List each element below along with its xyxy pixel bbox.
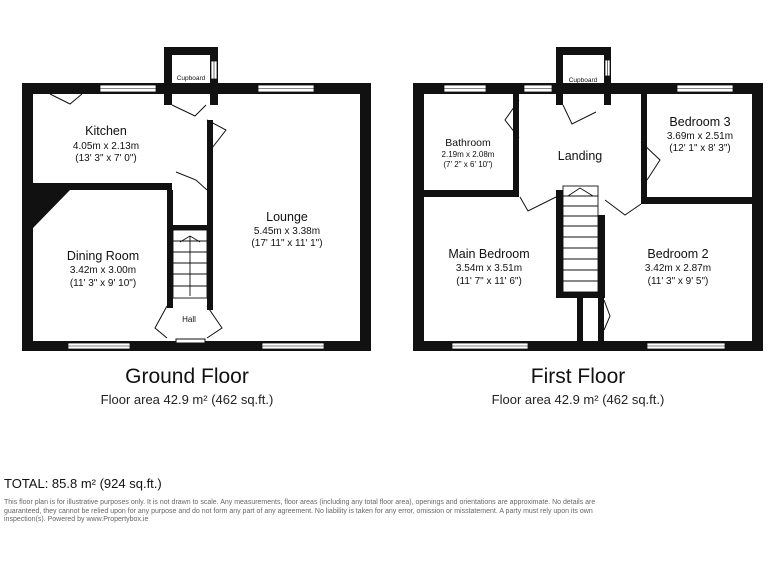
- landing-label: Landing: [557, 149, 603, 163]
- hall-label: Hall: [182, 315, 196, 324]
- main-bedroom-metric: 3.54m x 3.51m: [455, 263, 523, 274]
- bathroom-imperial: (7' 2" x 6' 10"): [443, 160, 493, 169]
- first-cupboard-label: Cupboard: [568, 77, 598, 84]
- kitchen-imperial: (13' 3" x 7' 0"): [75, 153, 137, 164]
- dining-room-metric: 3.42m x 3.00m: [69, 265, 137, 276]
- bathroom-metric: 2.19m x 2.08m: [441, 150, 495, 159]
- bedroom-2-imperial: (11' 3" x 9' 5"): [647, 276, 709, 287]
- lounge-metric: 5.45m x 3.38m: [253, 226, 321, 237]
- first-floor-area: Floor area 42.9 m² (462 sq.ft.): [491, 392, 665, 407]
- ground-floor-title: Ground Floor: [125, 365, 249, 388]
- ground-floor-stairs: [173, 230, 207, 298]
- ground-floor-windows: [68, 61, 324, 349]
- first-floor-stairs: [563, 186, 598, 292]
- main-bedroom-label: Main Bedroom: [448, 247, 530, 261]
- disclaimer-text: This floor plan is for illustrative purposes only. It is not drawn to scale. Any measurements, floor areas (including any total floor area), openings and orientations are approximate. No details are guaranteed, they cannot be relied upon for any purpose and do not form any part of any agreement. No liability is taken for any error, omission or misstatement. A party must rely upon its own inspection(s). Powered by www.Propertybox.ie: [4, 499, 596, 524]
- bathroom-label: Bathroom: [445, 137, 491, 149]
- bedroom-2-metric: 3.42m x 2.87m: [644, 263, 712, 274]
- kitchen-label: Kitchen: [85, 124, 127, 138]
- lounge-imperial: (17' 11" x 11' 1"): [251, 238, 323, 249]
- bedroom-2-label: Bedroom 2: [647, 247, 709, 261]
- ground-floor-plan: [22, 47, 371, 351]
- lounge-label: Lounge: [266, 210, 308, 224]
- dining-room-label: Dining Room: [66, 249, 140, 263]
- bedroom-3-metric: 3.69m x 2.51m: [666, 131, 734, 142]
- bedroom-3-label: Bedroom 3: [669, 115, 731, 129]
- first-floor-title: First Floor: [530, 365, 626, 388]
- bedroom-3-imperial: (12' 1" x 8' 3"): [669, 143, 731, 154]
- first-floor-plan: [413, 47, 763, 351]
- main-bedroom-imperial: (11' 7" x 11' 6"): [456, 276, 522, 287]
- ground-floor-doors: [50, 94, 226, 351]
- ground-cupboard-label: Cupboard: [176, 75, 206, 82]
- dining-room-imperial: (11' 3" x 9' 10"): [69, 278, 137, 289]
- total-area: TOTAL: 85.8 m² (924 sq.ft.): [4, 476, 162, 491]
- kitchen-metric: 4.05m x 2.13m: [72, 141, 140, 152]
- ground-floor-walls: [22, 47, 371, 351]
- ground-floor-area: Floor area 42.9 m² (462 sq.ft.): [100, 392, 274, 407]
